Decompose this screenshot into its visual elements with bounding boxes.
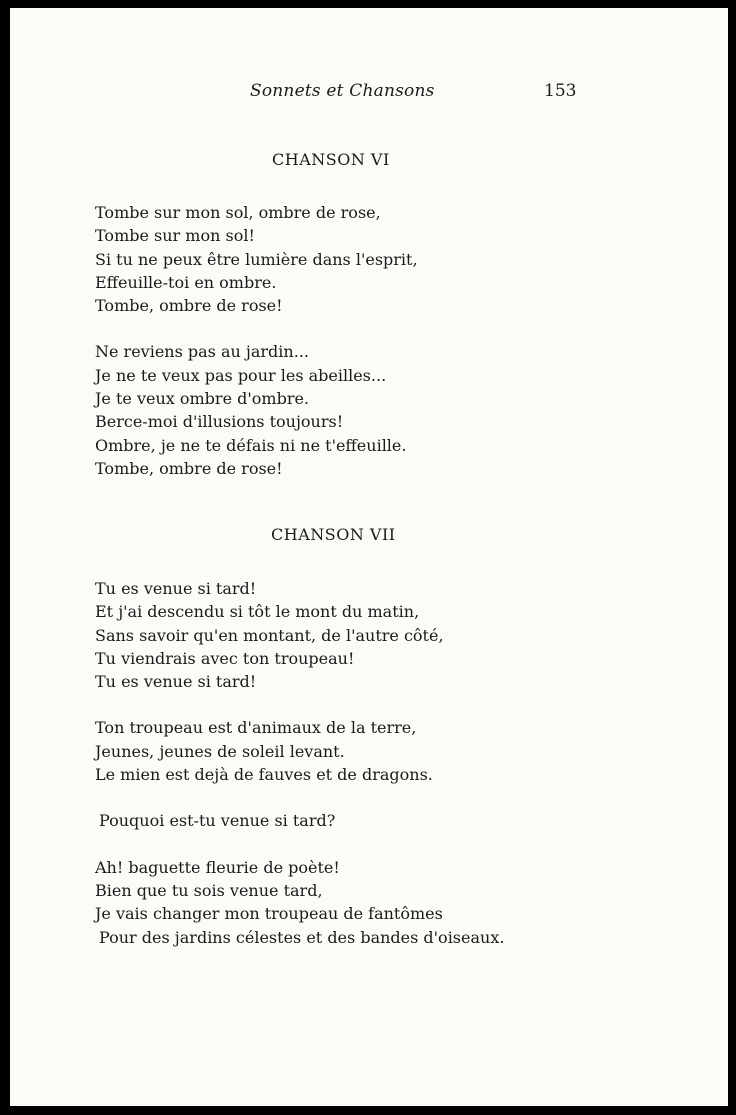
chanson-vii-title: CHANSON VII [271, 525, 396, 544]
poem-line: Tombe, ombre de rose! [95, 296, 283, 316]
poem-line: Tu viendrais avec ton troupeau! [95, 648, 355, 668]
chanson-vi-title: CHANSON VI [272, 150, 390, 169]
page-number: 153 [544, 81, 577, 101]
poem-line: Si tu ne peux être lumière dans l'esprit, [95, 249, 418, 269]
poem-line: Je ne te veux pas pour les abeilles... [95, 365, 387, 385]
poem-line: Effeuille-toi en ombre. [95, 272, 277, 292]
poem-line: Ombre, je ne te défais ni ne t'effeuille. [95, 435, 407, 455]
stanza [95, 809, 504, 832]
poem-line: Ah! baguette fleurie de poète! [95, 857, 340, 877]
poem-line: Tombe sur mon sol, ombre de rose, [95, 203, 381, 222]
stanza [95, 340, 418, 480]
poem-line: Tu es venue si tard! [95, 672, 257, 692]
poem-line: Et j'ai descendu si tôt le mont du matin, [95, 602, 420, 622]
chanson-vii-poem [95, 577, 504, 972]
poem-line: Ton troupeau est d'animaux de la terre, [95, 718, 417, 738]
book-page [10, 8, 728, 1106]
poem-line: Je vais changer mon troupeau de fantômes [95, 904, 443, 924]
poem-line: Tombe, ombre de rose! [95, 458, 283, 478]
poem-line: Pour des jardins célestes et des bandes d'oiseaux. [99, 927, 505, 947]
stanza [95, 716, 504, 786]
poem-line: Sans savoir qu'en montant, de l'autre côté, [95, 625, 444, 645]
poem-line: Jeunes, jeunes de soleil levant. [95, 741, 345, 761]
chanson-vi-poem [95, 201, 418, 503]
poem-line: Bien que tu sois venue tard, [95, 880, 323, 900]
stanza [95, 856, 504, 949]
stanza [95, 201, 418, 317]
poem-line: Pouquoi est-tu venue si tard? [99, 811, 336, 831]
poem-line: Tombe sur mon sol! [95, 226, 255, 246]
poem-line: Le mien est dejà de fauves et de dragons. [95, 765, 433, 785]
poem-line: Ne reviens pas au jardin... [95, 342, 309, 362]
running-header-title: Sonnets et Chansons [250, 81, 435, 101]
poem-line: Je te veux ombre d'ombre. [95, 389, 310, 409]
poem-line: Berce-moi d'illusions toujours! [95, 412, 344, 432]
stanza [95, 577, 504, 693]
poem-line: Tu es venue si tard! [95, 579, 257, 598]
